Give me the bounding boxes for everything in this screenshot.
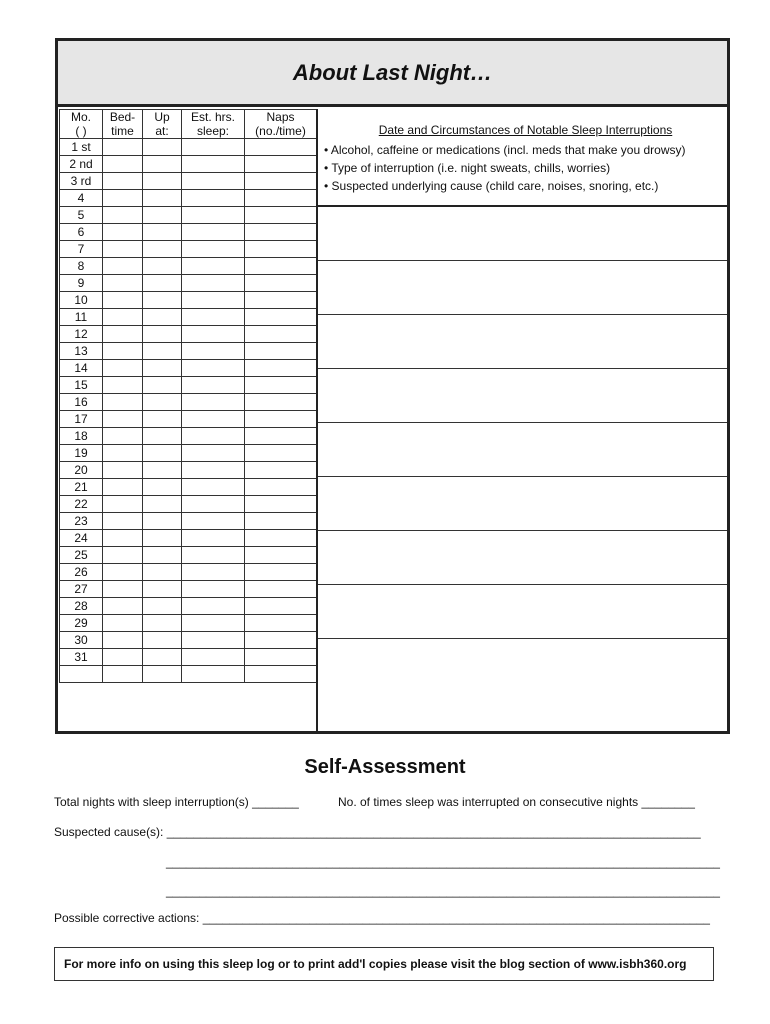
log-cell[interactable] [182,564,245,581]
log-row [60,309,317,326]
log-row [60,241,317,258]
day-number: 16 [60,394,103,411]
log-cell[interactable] [103,666,143,683]
day-number: 28 [60,598,103,615]
log-cell[interactable] [245,173,317,190]
log-cell[interactable] [143,275,182,292]
log-row [60,173,317,190]
log-cell[interactable] [245,343,317,360]
log-row [60,598,317,615]
log-cell[interactable] [103,309,143,326]
log-cell[interactable] [182,598,245,615]
log-row [60,258,317,275]
log-cell[interactable] [143,139,182,156]
log-cell[interactable] [182,496,245,513]
day-number: 13 [60,343,103,360]
page-title: About Last Night… [292,59,493,85]
day-number: 10 [60,292,103,309]
log-cell[interactable] [103,479,143,496]
log-cell[interactable] [182,462,245,479]
log-row [60,377,317,394]
header-naps: Naps (no./time) [245,110,317,139]
log-cell[interactable] [143,598,182,615]
log-cell[interactable] [103,224,143,241]
log-cell[interactable] [182,666,245,683]
log-row [60,139,317,156]
day-number: 14 [60,360,103,377]
header-est-hrs: Est. hrs. sleep: [182,110,245,139]
log-cell[interactable] [245,615,317,632]
log-cell[interactable] [103,513,143,530]
log-row [60,479,317,496]
day-number: 9 [60,275,103,292]
log-cell[interactable] [182,615,245,632]
log-cell[interactable] [245,513,317,530]
log-cell[interactable] [182,343,245,360]
day-number: 4 [60,190,103,207]
log-cell[interactable] [143,377,182,394]
log-cell[interactable] [182,224,245,241]
log-cell[interactable] [103,190,143,207]
log-cell[interactable] [182,445,245,462]
log-cell[interactable] [143,428,182,445]
sleep-log-table [59,109,317,683]
log-cell[interactable] [103,632,143,649]
circumstances-panel [318,109,727,693]
log-cell[interactable] [182,428,245,445]
log-cell[interactable] [143,445,182,462]
log-cell[interactable] [143,615,182,632]
day-number: 29 [60,615,103,632]
day-number: 1 st [60,139,103,156]
log-cell[interactable] [103,258,143,275]
log-cell[interactable] [143,411,182,428]
log-cell[interactable] [245,360,317,377]
log-cell[interactable] [103,428,143,445]
log-cell[interactable] [245,479,317,496]
log-cell[interactable] [245,564,317,581]
log-row [60,496,317,513]
self-assessment-title: Self-Assessment [304,756,466,778]
day-number: 24 [60,530,103,547]
day-number: 26 [60,564,103,581]
notes-box[interactable] [318,531,727,585]
header-month: Mo. ( ) [60,110,103,139]
log-row [60,343,317,360]
footer-text: For more info on using this sleep log or to print add'l copies please visit the blog section of www.isbh360.org [64,957,687,971]
log-cell[interactable] [245,258,317,275]
log-cell[interactable] [103,326,143,343]
log-cell[interactable] [143,666,182,683]
header-bedtime: Bed- time [103,110,143,139]
log-row [60,207,317,224]
log-cell[interactable] [245,496,317,513]
log-row [60,292,317,309]
log-cell[interactable] [143,292,182,309]
log-cell[interactable] [182,649,245,666]
log-cell[interactable] [182,547,245,564]
log-row [60,326,317,343]
log-cell[interactable] [103,292,143,309]
log-row [60,581,317,598]
notes-box[interactable] [318,207,727,261]
log-row [60,462,317,479]
log-cell[interactable] [103,156,143,173]
log-cell[interactable] [103,360,143,377]
log-cell[interactable] [143,513,182,530]
log-cell[interactable] [182,377,245,394]
log-row [60,547,317,564]
log-row [60,564,317,581]
log-cell[interactable] [103,139,143,156]
footer-note [54,947,714,981]
log-cell[interactable] [103,530,143,547]
log-cell[interactable] [103,547,143,564]
notes-box[interactable] [318,261,727,315]
suspected-cause-line-3[interactable]: ___________________________________________________________________________________ [166,884,720,898]
log-cell[interactable] [245,275,317,292]
notes-box[interactable] [318,369,727,423]
log-cell[interactable] [182,241,245,258]
log-cell[interactable] [182,190,245,207]
bullet-alcohol: • Alcohol, caffeine or medications (incl. meds that make you drowsy) [324,143,686,157]
log-cell[interactable] [143,326,182,343]
log-cell[interactable] [182,581,245,598]
day-number: 31 [60,649,103,666]
day-number: 19 [60,445,103,462]
log-cell[interactable] [103,649,143,666]
log-cell[interactable] [103,564,143,581]
log-cell[interactable] [245,649,317,666]
log-cell[interactable] [245,530,317,547]
log-row [60,530,317,547]
log-cell[interactable] [143,632,182,649]
bullet-type: • Type of interruption (i.e. night sweats, chills, worries) [324,161,611,175]
log-cell[interactable] [245,190,317,207]
day-number: 7 [60,241,103,258]
log-row [60,428,317,445]
log-cell[interactable] [103,598,143,615]
day-number: 3 rd [60,173,103,190]
notes-box[interactable] [318,423,727,477]
log-cell[interactable] [103,377,143,394]
log-row [60,224,317,241]
day-number: 15 [60,377,103,394]
log-cell[interactable] [143,207,182,224]
log-cell[interactable] [103,496,143,513]
log-cell[interactable] [245,224,317,241]
log-cell[interactable] [143,530,182,547]
log-cell[interactable] [182,258,245,275]
log-cell[interactable] [103,207,143,224]
log-cell[interactable] [182,156,245,173]
log-cell[interactable] [103,275,143,292]
log-row [60,275,317,292]
log-cell[interactable] [245,394,317,411]
log-cell[interactable] [143,547,182,564]
bullet-cause: • Suspected underlying cause (child care, noises, snoring, etc.) [324,179,659,193]
log-cell[interactable] [143,258,182,275]
log-cell[interactable] [245,309,317,326]
suspected-cause-line-2[interactable]: ___________________________________________________________________________________ [166,855,720,869]
header-up-at: Up at: [143,110,182,139]
day-number: 20 [60,462,103,479]
log-cell[interactable] [182,530,245,547]
suspected-cause-field[interactable]: Suspected cause(s): ________________________________________________________________________________ [54,825,701,839]
log-cell[interactable] [143,309,182,326]
log-cell[interactable] [103,411,143,428]
log-row [60,360,317,377]
log-cell[interactable] [103,445,143,462]
log-row [60,190,317,207]
log-cell[interactable] [182,479,245,496]
log-row [60,156,317,173]
day-number: 17 [60,411,103,428]
log-cell[interactable] [143,496,182,513]
log-cell[interactable] [245,462,317,479]
log-cell[interactable] [143,156,182,173]
day-number [60,666,103,683]
day-number: 27 [60,581,103,598]
log-cell[interactable] [245,632,317,649]
log-cell[interactable] [143,190,182,207]
day-number: 6 [60,224,103,241]
notes-box[interactable] [318,639,727,693]
log-cell[interactable] [245,581,317,598]
day-number: 18 [60,428,103,445]
log-cell[interactable] [245,207,317,224]
log-cell[interactable] [182,309,245,326]
corrective-actions-field[interactable]: Possible corrective actions: ____________________________________________________________________________ [54,911,710,925]
log-cell[interactable] [245,411,317,428]
log-row [60,394,317,411]
day-number: 8 [60,258,103,275]
total-nights-field[interactable]: Total nights with sleep interruption(s) _______ [54,795,299,809]
log-cell[interactable] [245,547,317,564]
log-cell[interactable] [182,394,245,411]
log-row [60,411,317,428]
log-cell[interactable] [143,462,182,479]
log-cell[interactable] [182,411,245,428]
log-row [60,632,317,649]
log-cell[interactable] [182,360,245,377]
notes-box[interactable] [318,315,727,369]
log-cell[interactable] [182,292,245,309]
log-row [60,445,317,462]
day-number: 11 [60,309,103,326]
log-cell[interactable] [245,445,317,462]
log-row [60,615,317,632]
log-cell[interactable] [245,241,317,258]
log-cell[interactable] [245,292,317,309]
log-cell[interactable] [182,173,245,190]
log-row [60,513,317,530]
notes-box[interactable] [318,585,727,639]
log-cell[interactable] [103,615,143,632]
log-cell[interactable] [143,479,182,496]
log-header-row [60,110,317,139]
log-cell[interactable] [182,632,245,649]
log-cell[interactable] [182,513,245,530]
log-cell[interactable] [143,224,182,241]
log-row [60,649,317,666]
log-cell[interactable] [143,581,182,598]
day-number: 12 [60,326,103,343]
log-cell[interactable] [103,343,143,360]
log-cell[interactable] [143,343,182,360]
log-cell[interactable] [182,207,245,224]
log-cell[interactable] [103,581,143,598]
log-cell[interactable] [143,564,182,581]
day-number: 5 [60,207,103,224]
log-cell[interactable] [182,139,245,156]
log-cell[interactable] [182,275,245,292]
day-number: 25 [60,547,103,564]
log-cell[interactable] [143,360,182,377]
log-cell[interactable] [103,241,143,258]
log-cell[interactable] [182,326,245,343]
log-cell[interactable] [245,156,317,173]
title-bar [58,41,727,107]
log-cell[interactable] [245,598,317,615]
log-cell[interactable] [103,173,143,190]
log-cell[interactable] [245,139,317,156]
log-cell[interactable] [143,241,182,258]
log-cell[interactable] [103,462,143,479]
day-number: 21 [60,479,103,496]
notes-box[interactable] [318,477,727,531]
log-cell[interactable] [245,377,317,394]
day-number: 22 [60,496,103,513]
circumstances-header [318,109,727,207]
log-cell[interactable] [143,649,182,666]
log-cell[interactable] [245,326,317,343]
circumstances-heading: Date and Circumstances of Notable Sleep Interruptions [378,123,673,137]
day-number: 23 [60,513,103,530]
log-cell[interactable] [143,394,182,411]
consecutive-field[interactable]: No. of times sleep was interrupted on consecutive nights ________ [338,795,695,809]
day-number: 2 nd [60,156,103,173]
log-row [60,666,317,683]
log-cell[interactable] [143,173,182,190]
log-cell[interactable] [103,394,143,411]
log-cell[interactable] [245,666,317,683]
day-number: 30 [60,632,103,649]
log-cell[interactable] [245,428,317,445]
